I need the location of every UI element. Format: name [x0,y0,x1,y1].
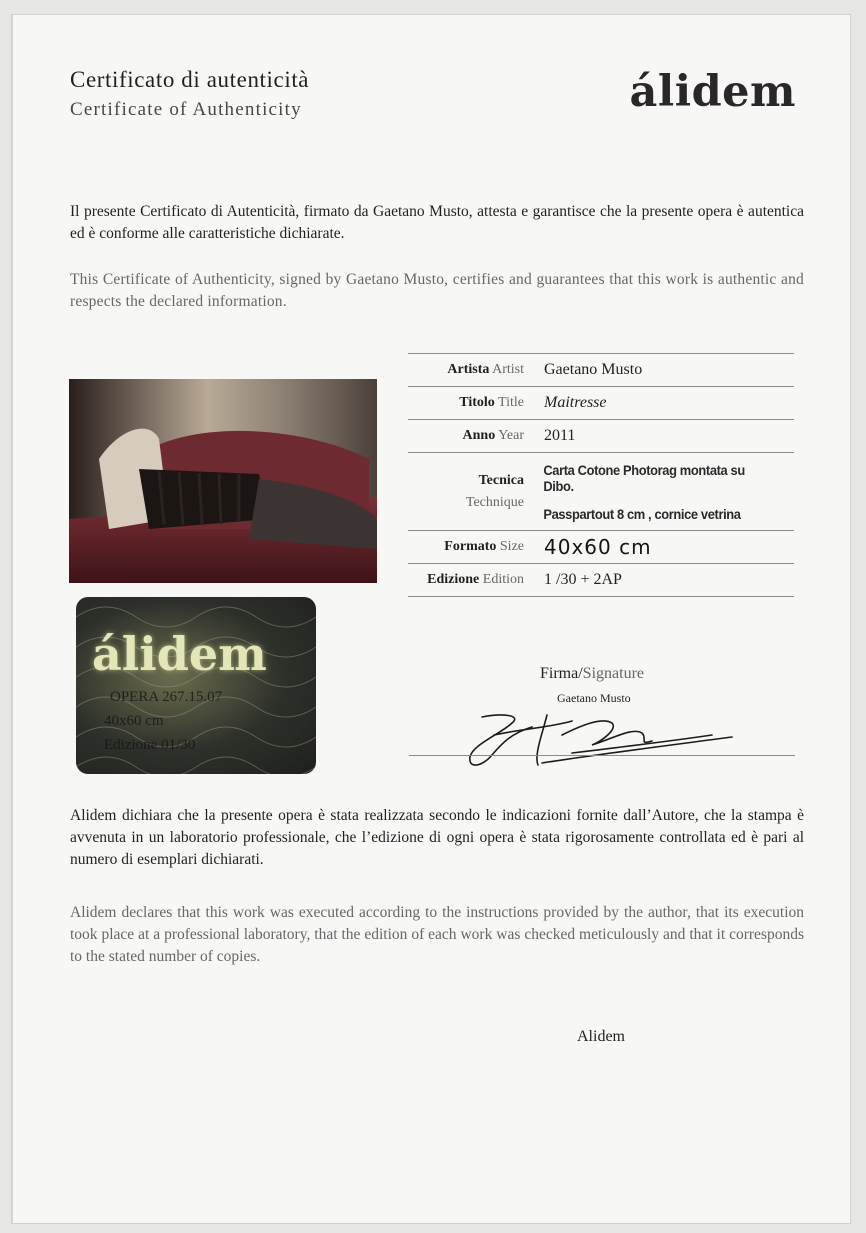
year-value: 2011 [544,427,576,444]
artwork-photo [69,379,377,583]
details-row-technique [408,453,794,531]
statement-english: Alidem declares that this work was executed according to the instructions provided by the author, that its execution took place at a professional laboratory, that the edition of each work was checked meticulously and that it corresponds to the stated number of copies. [70,904,804,965]
format-label: Formato Size [444,539,524,554]
format-value: 40x60 cm [544,535,652,559]
hologram-size: 40x60 cm [104,713,164,729]
artist-value: Gaetano Musto [544,361,643,378]
closing-signoff: Alidem [577,1028,625,1045]
certificate-sheet [11,14,851,1224]
technique-line-1: Carta Cotone Photorag montata su Dibo. [543,461,745,494]
title-italian: Certificato di autenticità [70,67,310,92]
intro-italian: Il presente Certificato di Autenticità, firmato da Gaetano Musto, attesta e garantisce che la presente opera è autentica ed è conforme alle caratteristiche dichiarate. [70,203,804,242]
details-row-year [408,420,794,453]
technique-line-2: Passpartout 8 cm , cornice vetrina [543,505,741,522]
title-english: Certificate of Authenticity [70,99,302,120]
hologram-edition: Edizione 01/30 [104,737,196,753]
hologram-opera: OPERA 267.15.07 [110,689,223,705]
signature-label: Firma/Signature [540,665,644,682]
hologram-logo: álidem [92,627,267,681]
artist-label: Artista Artist [447,362,524,377]
edition-value: 1 /30 + 2AP [544,571,622,588]
signature-line [409,755,795,756]
details-row-edition [408,564,794,597]
technique-value [536,453,773,530]
handwritten-signature [442,705,742,775]
signer-name: Gaetano Musto [557,691,631,705]
year-label: Anno Year [462,428,524,443]
intro-english: This Certificate of Authenticity, signed by Gaetano Musto, certifies and guarantees that this work is authentic and respects the declared information. [70,271,804,310]
technique-label: Tecnica Technique [465,472,524,510]
edition-label: Edizione Edition [427,572,524,587]
artwork-image [69,379,377,583]
details-row-title [408,387,794,420]
title-label: Titolo Title [459,395,524,410]
logo-text: álidem [629,67,796,117]
title-value: Maitresse [544,394,607,411]
authenticity-hologram [76,597,316,774]
details-row-artist [408,354,794,387]
statement-italian: Alidem dichiara che la presente opera è stata realizzata secondo le indicazioni fornite dall’Autore, che la stampa è avvenuta in un laboratorio professionale, che l’edizione di ogni opera è stata rigorosamente controllata ed è pari al numero di esemplari dichiarati. [70,807,804,868]
artwork-details-table [408,353,794,597]
alidem-logo [630,67,796,117]
details-row-format [408,531,794,564]
